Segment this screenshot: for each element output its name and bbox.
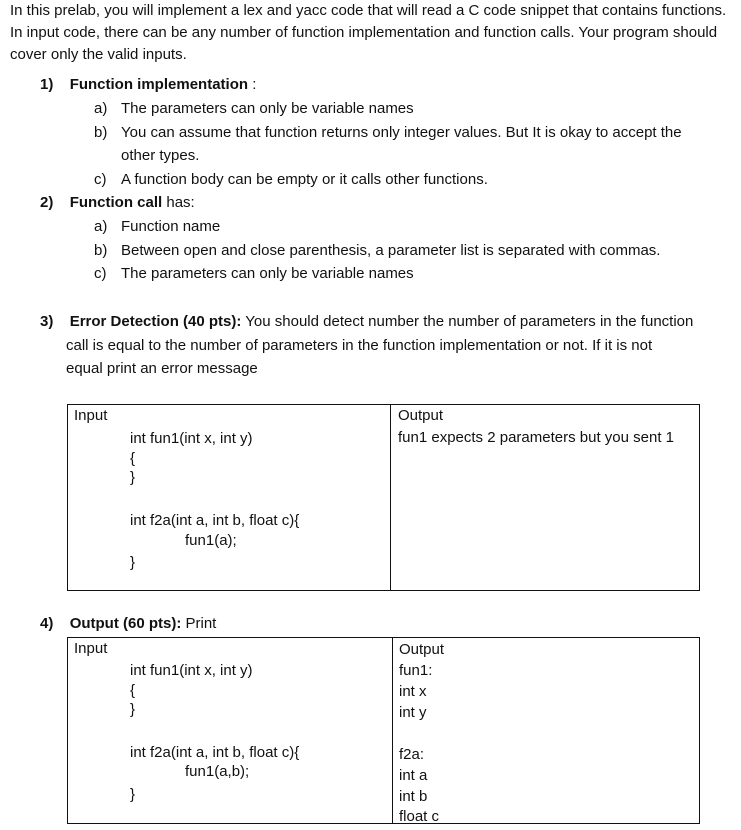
table1-input-cell — [68, 405, 391, 591]
output-line: fun1 expects 2 parameters but you sent 1 — [398, 429, 674, 446]
item-letter: a) — [94, 100, 108, 117]
section-1-item-c-text: A function body can be empty or it calls other functions. — [121, 171, 488, 188]
table2-input-header: Input — [74, 640, 108, 657]
table2-output-cell — [393, 638, 700, 824]
section-1-title-suffix: : — [248, 76, 257, 93]
code-line: fun1(a,b); — [185, 763, 250, 780]
section-4-number: 4) — [40, 615, 54, 632]
section-3-title: Error Detection (40 pts): — [69, 313, 242, 330]
section-1-item-a-text: The parameters can only be variable names — [121, 100, 414, 117]
code-line: int f2a(int a, int b, float c){ — [130, 512, 300, 529]
output-line: f2a: — [399, 746, 425, 763]
table1-output-header: Output — [398, 407, 444, 424]
section-2-title-suffix: has: — [162, 194, 195, 211]
code-line: int f2a(int a, int b, float c){ — [130, 744, 300, 761]
section-1-item-c: c) — [94, 171, 107, 188]
section-2-title: Function call — [69, 194, 163, 211]
code-line: int fun1(int x, int y) — [130, 662, 253, 679]
output-line: int x — [399, 683, 427, 700]
section-1-number: 1) — [40, 76, 54, 93]
section-1-heading — [40, 76, 256, 93]
table2-output-header: Output — [399, 641, 445, 658]
code-line: } — [130, 554, 136, 571]
section-2-heading — [40, 194, 195, 211]
section-3-body-line-2: call is equal to the number of parameters in the function implementation or not. If it is not — [66, 337, 653, 354]
output-example-table — [67, 637, 700, 824]
output-line: float c — [399, 808, 440, 825]
section-2-item-b: b) — [94, 242, 108, 259]
section-2-item-c-text: The parameters can only be variable names — [121, 265, 414, 282]
section-3-body-line-3: equal print an error message — [66, 360, 258, 377]
code-line: } — [130, 469, 136, 486]
section-1-item-b: b) — [94, 124, 108, 141]
code-line: int fun1(int x, int y) — [130, 430, 253, 447]
section-4-title-suffix: Print — [181, 615, 217, 632]
section-3-heading — [40, 313, 693, 330]
intro-paragraph: In this prelab, you will implement a lex and yacc code that will read a C code snippet that contains functions. In input code, there can be any number of function implementation and function calls. Your program should cover only the valid inputs. — [10, 2, 727, 63]
table1-output-cell — [391, 405, 700, 591]
section-2-item-a-text: Function name — [121, 218, 221, 235]
section-2-item-b-text: Between open and close parenthesis, a parameter list is separated with commas. — [121, 242, 661, 259]
section-1-item-b-cont: other types. — [121, 147, 200, 164]
output-line: int b — [399, 788, 428, 805]
code-line: fun1(a); — [185, 532, 237, 549]
section-3-number: 3) — [40, 313, 54, 330]
code-line: { — [130, 450, 136, 467]
code-line: } — [130, 701, 136, 718]
section-4-title: Output (60 pts): — [69, 615, 182, 632]
table1-input-header: Input — [74, 407, 108, 424]
output-line: int a — [399, 767, 428, 784]
output-line: int y — [399, 704, 427, 721]
error-example-table — [67, 404, 700, 591]
section-1-item-b-text: You can assume that function returns only integer values. But It is okay to accept the — [121, 124, 682, 141]
output-line: fun1: — [399, 662, 433, 679]
code-line: } — [130, 786, 136, 803]
code-line: { — [130, 682, 136, 699]
section-2-item-a: a) — [94, 218, 108, 235]
section-4-heading — [40, 615, 216, 632]
section-1-title: Function implementation — [69, 76, 249, 93]
table2-input-cell — [68, 638, 393, 824]
section-1-item-a — [94, 100, 107, 117]
section-3-body-line-1: You should detect number the number of parameters in the function — [241, 313, 694, 330]
section-2-item-c: c) — [94, 265, 107, 282]
section-2-number: 2) — [40, 194, 54, 211]
